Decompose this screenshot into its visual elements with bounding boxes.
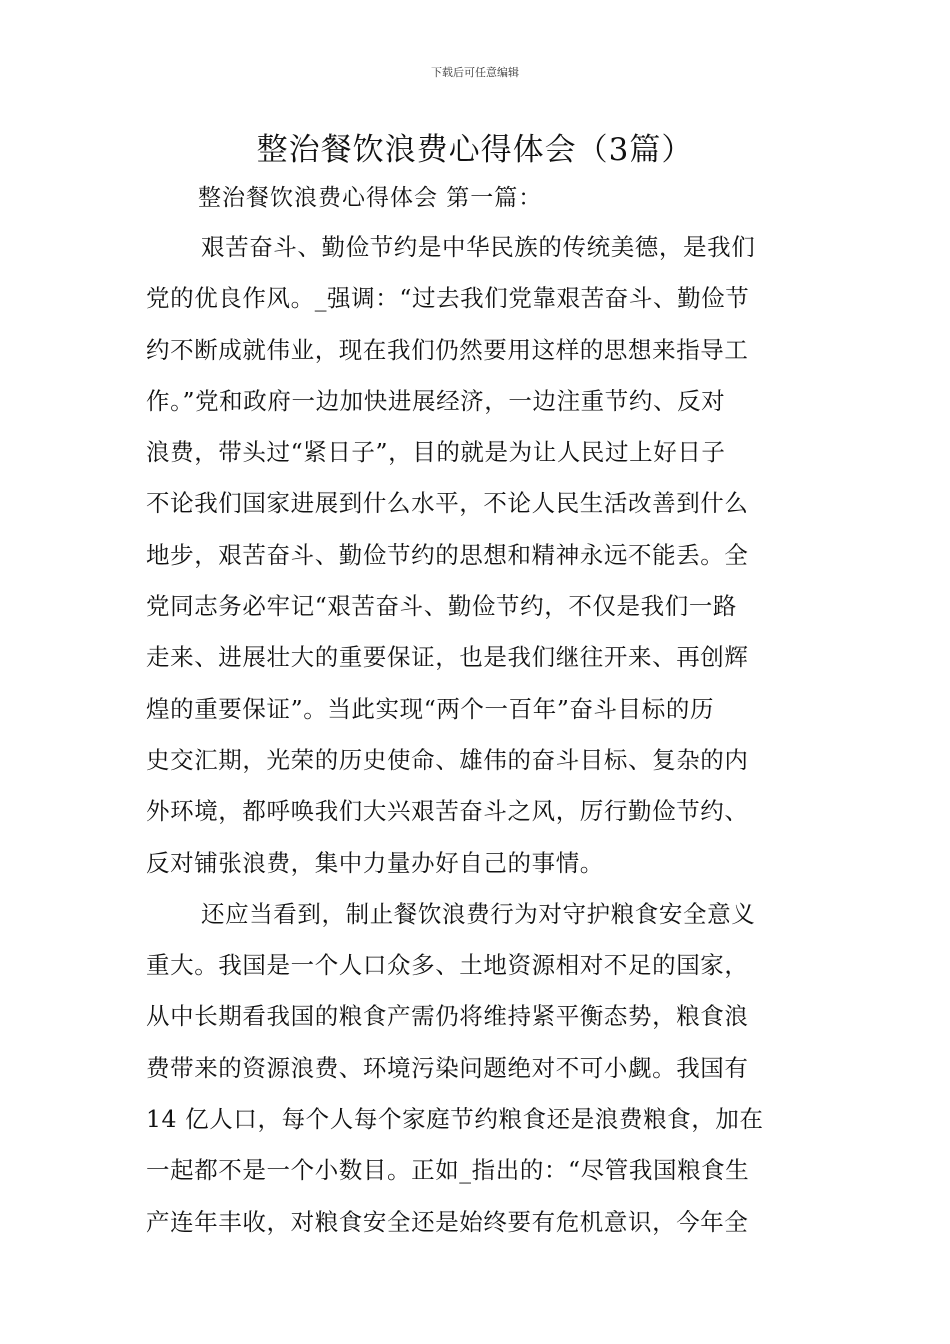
document-title: 整治餐饮浪费心得体会（3篇） xyxy=(256,132,694,168)
text-line: 反对铺张浪费，集中力量办好自己的事情。 xyxy=(146,848,604,877)
text-line: 煌的重要保证”。当此实现“两个一百年”奋斗目标的历 xyxy=(146,694,715,723)
document-body xyxy=(146,222,812,1248)
text-line: 艰苦奋斗、勤俭节约是中华民族的传统美德，是我们 xyxy=(201,233,756,261)
text-line: 约不断成就伟业，现在我们仍然要用这样的思想来指导工 xyxy=(146,335,749,364)
text-line: 一起都不是一个小数目。正如_指出的：“尽管我国粮食生 xyxy=(146,1156,750,1185)
text-line: 走来、进展壮大的重要保证，也是我们继往开来、再创辉 xyxy=(146,643,749,672)
text-line: 地步，艰苦奋斗、勤俭节约的思想和精神永远不能丢。全 xyxy=(146,540,749,569)
text-line: 产连年丰收，对粮食安全还是始终要有危机意识，今年全 xyxy=(146,1207,749,1236)
paragraph-1 xyxy=(146,222,812,889)
text-line: 14 亿人口，每个人每个家庭节约粮食还是浪费粮食，加在 xyxy=(146,1105,764,1134)
text-line: 史交汇期，光荣的历史使命、雄伟的奋斗目标、复杂的内 xyxy=(146,745,749,774)
text-line: 从中长期看我国的粮食产需仍将维持紧平衡态势，粮食浪 xyxy=(146,1002,749,1031)
text-line: 党的优良作风。_强调：“过去我们党靠艰苦奋斗、勤俭节 xyxy=(146,284,750,313)
text-line: 外环境，都呼唤我们大兴艰苦奋斗之风，厉行勤俭节约、 xyxy=(146,797,749,826)
text-line: 费带来的资源浪费、环境污染问题绝对不可小觑。我国有 xyxy=(146,1053,749,1082)
text-line: 作。”党和政府一边加快进展经济，一边注重节约、反对 xyxy=(146,386,726,415)
text-line: 还应当看到，制止餐饮浪费行为对守护粮食安全意义 xyxy=(201,899,756,928)
text-line: 不论我们国家进展到什么水平，不论人民生活改善到什么 xyxy=(146,489,749,518)
text-line: 浪费，带头过“紧日子”，目的就是为让人民过上好日子 xyxy=(146,438,726,467)
text-line: 重大。我国是一个人口众多、土地资源相对不足的国家， xyxy=(146,951,749,980)
paragraph-2 xyxy=(146,889,812,1248)
section-subtitle: 整治餐饮浪费心得体会 第一篇： xyxy=(198,185,543,211)
page-header-note: 下载后可任意编辑 xyxy=(431,66,519,79)
text-line: 党同志务必牢记“艰苦奋斗、勤俭节约，不仅是我们一路 xyxy=(146,592,738,621)
